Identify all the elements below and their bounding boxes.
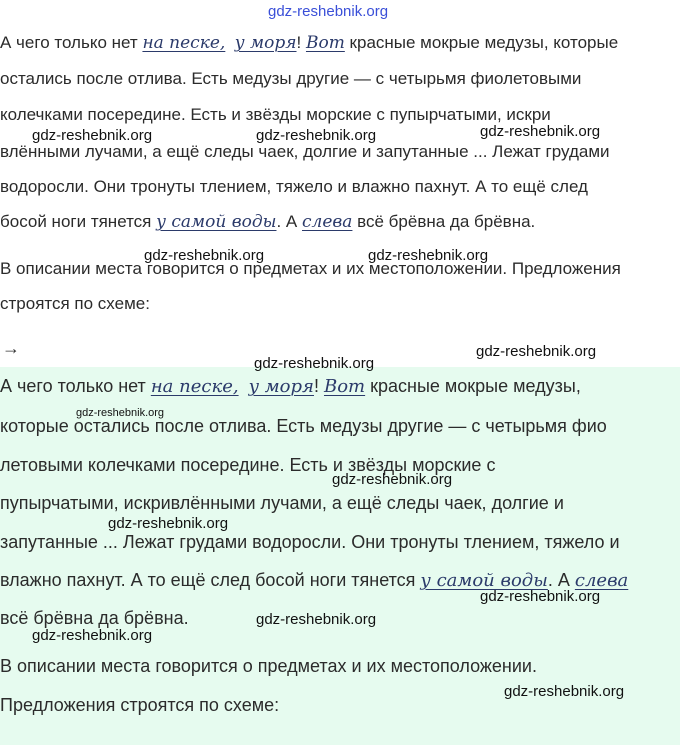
watermark: gdz-reshebnik.org <box>76 407 165 419</box>
handwritten-phrase: у самой воды <box>156 212 277 232</box>
watermark: gdz-reshebnik.org <box>480 588 601 605</box>
handwritten-phrase: на песке, <box>142 33 226 53</box>
text-fragment: А чего только нет <box>0 33 143 52</box>
handwritten-word: слева <box>302 212 353 232</box>
text-line-7: всё брёвна да брёвна. <box>0 608 189 628</box>
text-line-5: водоросли. Они тронуты тлением, тяжело и влажно пахнут. А то ещё след <box>0 177 588 196</box>
text-line-7: В описании места говорится о предметах и их местоположении. Предложения <box>0 259 621 278</box>
text-line-3: летовыми колечками посередине. Есть и звёзды морские с <box>0 455 496 475</box>
text-fragment: . А <box>276 212 302 231</box>
text-line-1 <box>0 34 618 52</box>
text-line-2: остались после отлива. Есть медузы другие — с четырьмя фиолетовыми <box>0 69 582 88</box>
handwritten-phrase: на песке, <box>150 376 239 397</box>
watermark: gdz-reshebnik.org <box>32 627 153 644</box>
handwritten-phrase: у самой воды <box>420 570 548 591</box>
text-line-8: строятся по схеме: <box>0 294 150 313</box>
text-line-9: Предложения строятся по схеме: <box>0 695 280 715</box>
watermark: gdz-reshebnik.org <box>368 247 489 264</box>
handwritten-word: Вот <box>305 33 345 53</box>
watermark: gdz-reshebnik.org <box>256 611 377 628</box>
watermark: gdz-reshebnik.org <box>504 683 625 700</box>
text-fragment: босой ноги тянется <box>0 212 157 231</box>
text-fragment: влажно пахнут. А то ещё след босой ноги тянется <box>0 570 421 590</box>
handwritten-word: Вот <box>323 376 366 397</box>
text-fragment: всё брёвна да брёвна. <box>352 212 536 231</box>
text-line-6 <box>0 213 535 231</box>
text-fragment: красные мокрые медузы, которые <box>344 33 619 52</box>
text-line-4: влёнными лучами, а ещё следы чаек, долгие и запутанные ... Лежат грудами <box>0 142 610 161</box>
watermark: gdz-reshebnik.org <box>480 123 601 140</box>
watermark: gdz-reshebnik.org <box>144 247 265 264</box>
text-line-8: В описании места говорится о предметах и их местоположении. <box>0 656 537 676</box>
watermark: gdz-reshebnik.org <box>108 515 229 532</box>
handwritten-phrase: у моря <box>248 376 314 397</box>
watermark: gdz-reshebnik.org <box>254 355 375 372</box>
handwritten-phrase: у моря <box>234 33 297 53</box>
text-fragment: А чего только нет <box>0 376 151 396</box>
text-fragment: красные мокрые медузы, <box>365 376 581 396</box>
watermark: gdz-reshebnik.org <box>332 471 453 488</box>
text-line-5: запутанные ... Лежат грудами водоросли. Они тронуты тлением, тяжело и <box>0 532 620 552</box>
text-fragment: . А <box>547 570 575 590</box>
text-line-2: которые остались после отлива. Есть медузы другие — с четырьмя фио <box>0 416 607 436</box>
text-line-1 <box>0 377 581 396</box>
watermark-top: gdz-reshebnik.org <box>268 3 389 20</box>
watermark: gdz-reshebnik.org <box>32 127 153 144</box>
watermark: gdz-reshebnik.org <box>476 343 597 360</box>
text-line-4: пупырчатыми, искривлёнными лучами, а ещё следы чаек, долгие и <box>0 493 564 513</box>
text-fragment: ! <box>313 376 324 396</box>
watermark: gdz-reshebnik.org <box>256 127 377 144</box>
text-line-3: колечками посередине. Есть и звёзды морские с пупырчатыми, искри <box>0 105 551 124</box>
arrow-icon: → <box>2 338 20 358</box>
handwritten-word: слева <box>574 570 629 591</box>
text-fragment: ! <box>296 33 306 52</box>
